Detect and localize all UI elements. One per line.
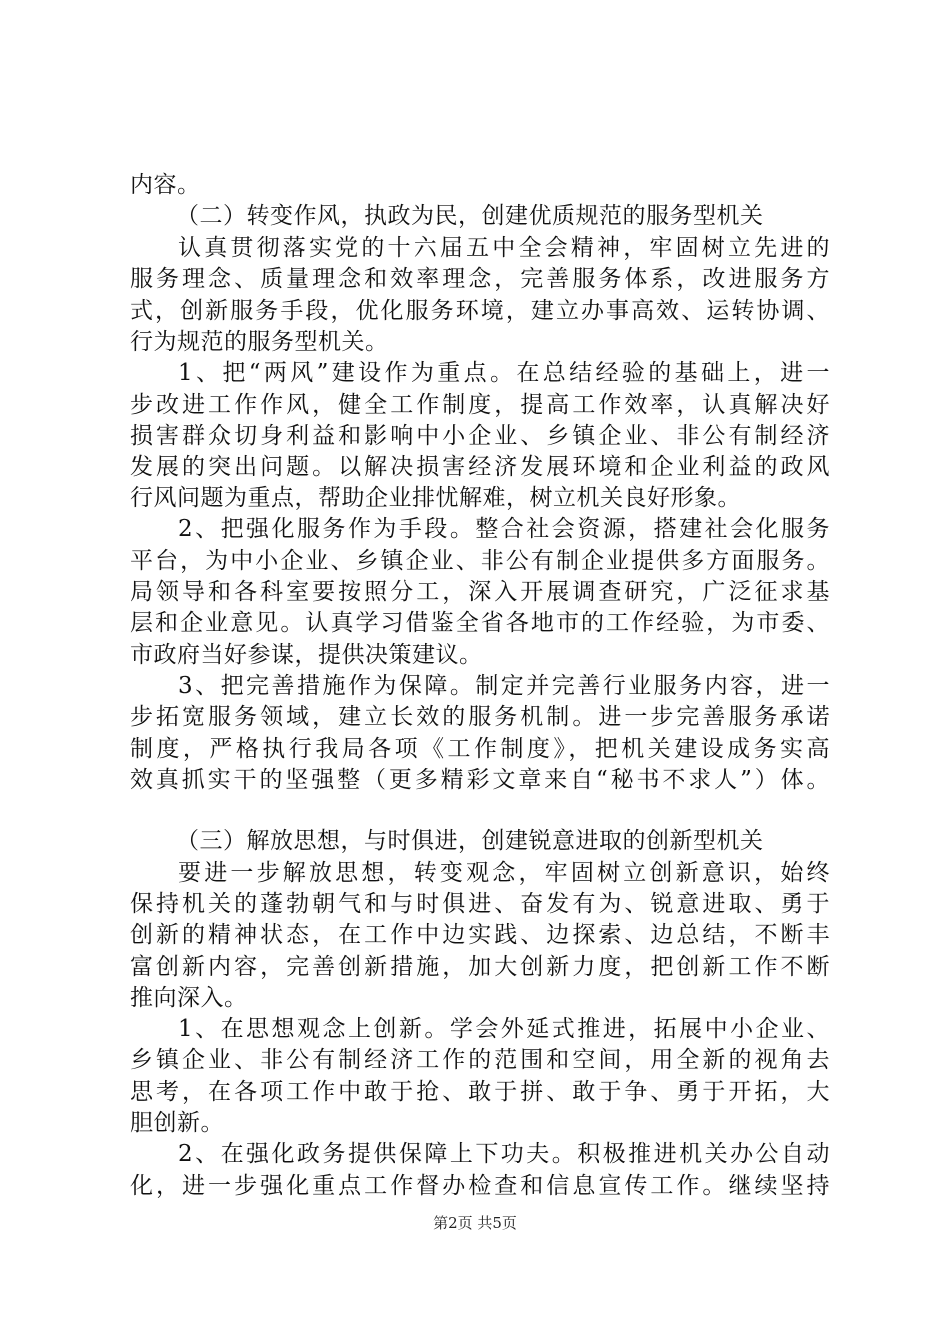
paragraph-line: 创新的精神状态，在工作中边实践、边探索、边总结，不断丰	[130, 922, 830, 948]
paragraph-line: 保持机关的蓬勃朝气和与时俱进、奋发有为、锐意进取、勇于	[130, 891, 830, 917]
paragraph-line: 平台，为中小企业、乡镇企业、非公有制企业提供多方面服务。	[130, 548, 830, 574]
page-number-footer: 第2页 共5页	[433, 1214, 517, 1232]
paragraph-line: 3、把完善措施作为保障。制定并完善行业服务内容，进一	[178, 673, 830, 699]
section-heading: （二）转变作风，执政为民，创建优质规范的服务型机关	[176, 203, 764, 229]
paragraph-line: 思考，在各项工作中敢于抢、敢于拼、敢于争、勇于开拓，大	[130, 1079, 830, 1105]
paragraph-line: 市政府当好参谋，提供决策建议。	[130, 642, 483, 668]
paragraph-line: 损害群众切身利益和影响中小企业、乡镇企业、非公有制经济	[130, 423, 830, 449]
paragraph-line: 富创新内容，完善创新措施，加大创新力度，把创新工作不断	[130, 954, 830, 980]
paragraph-line: 步改进工作作风，健全工作制度，提高工作效率，认真解决好	[130, 392, 830, 418]
paragraph-line: 步拓宽服务领域，建立长效的服务机制。进一步完善服务承诺	[130, 704, 830, 730]
paragraph-line: 服务理念、质量理念和效率理念，完善服务体系，改进服务方	[130, 266, 830, 292]
paragraph-line: 发展的突出问题。以解决损害经济发展环境和企业利益的政风	[130, 454, 830, 480]
paragraph-line: 1、把“两风”建设作为重点。在总结经验的基础上，进一	[178, 360, 830, 386]
text-line: 内容。	[130, 172, 201, 198]
section-heading: （三）解放思想，与时俱进，创建锐意进取的创新型机关	[176, 828, 764, 854]
paragraph-line: 制度，严格执行我局各项《工作制度》，把机关建设成务实高	[130, 736, 830, 762]
paragraph-line: 推向深入。	[130, 985, 248, 1011]
paragraph-line: 要进一步解放思想，转变观念，牢固树立创新意识，始终	[178, 860, 830, 886]
paragraph-line: 乡镇企业、非公有制经济工作的范围和空间，用全新的视角去	[130, 1047, 830, 1073]
paragraph-line: 2、把强化服务作为手段。整合社会资源，搭建社会化服务	[178, 516, 830, 542]
paragraph-line: 行风问题为重点，帮助企业排忧解难，树立机关良好形象。	[130, 485, 741, 511]
paragraph-line: 1、在思想观念上创新。学会外延式推进，拓展中小企业、	[178, 1016, 830, 1042]
paragraph-line: 化，进一步强化重点工作督办检查和信息宣传工作。继续坚持	[130, 1173, 830, 1199]
paragraph-line: 胆创新。	[130, 1110, 224, 1136]
paragraph-line: 局领导和各科室要按照分工，深入开展调查研究，广泛征求基	[130, 579, 830, 605]
paragraph-line: 效真抓实干的坚强整（更多精彩文章来自“秘书不求人”）体。	[130, 767, 830, 793]
paragraph-line: 行为规范的服务型机关。	[130, 329, 389, 355]
paragraph-line: 层和企业意见。认真学习借鉴全省各地市的工作经验，为市委、	[130, 610, 830, 636]
paragraph-line: 2、在强化政务提供保障上下功夫。积极推进机关办公自动	[178, 1141, 830, 1167]
paragraph-line: 式，创新服务手段，优化服务环境，建立办事高效、运转协调、	[130, 298, 830, 324]
paragraph-line: 认真贯彻落实党的十六届五中全会精神，牢固树立先进的	[178, 235, 830, 261]
